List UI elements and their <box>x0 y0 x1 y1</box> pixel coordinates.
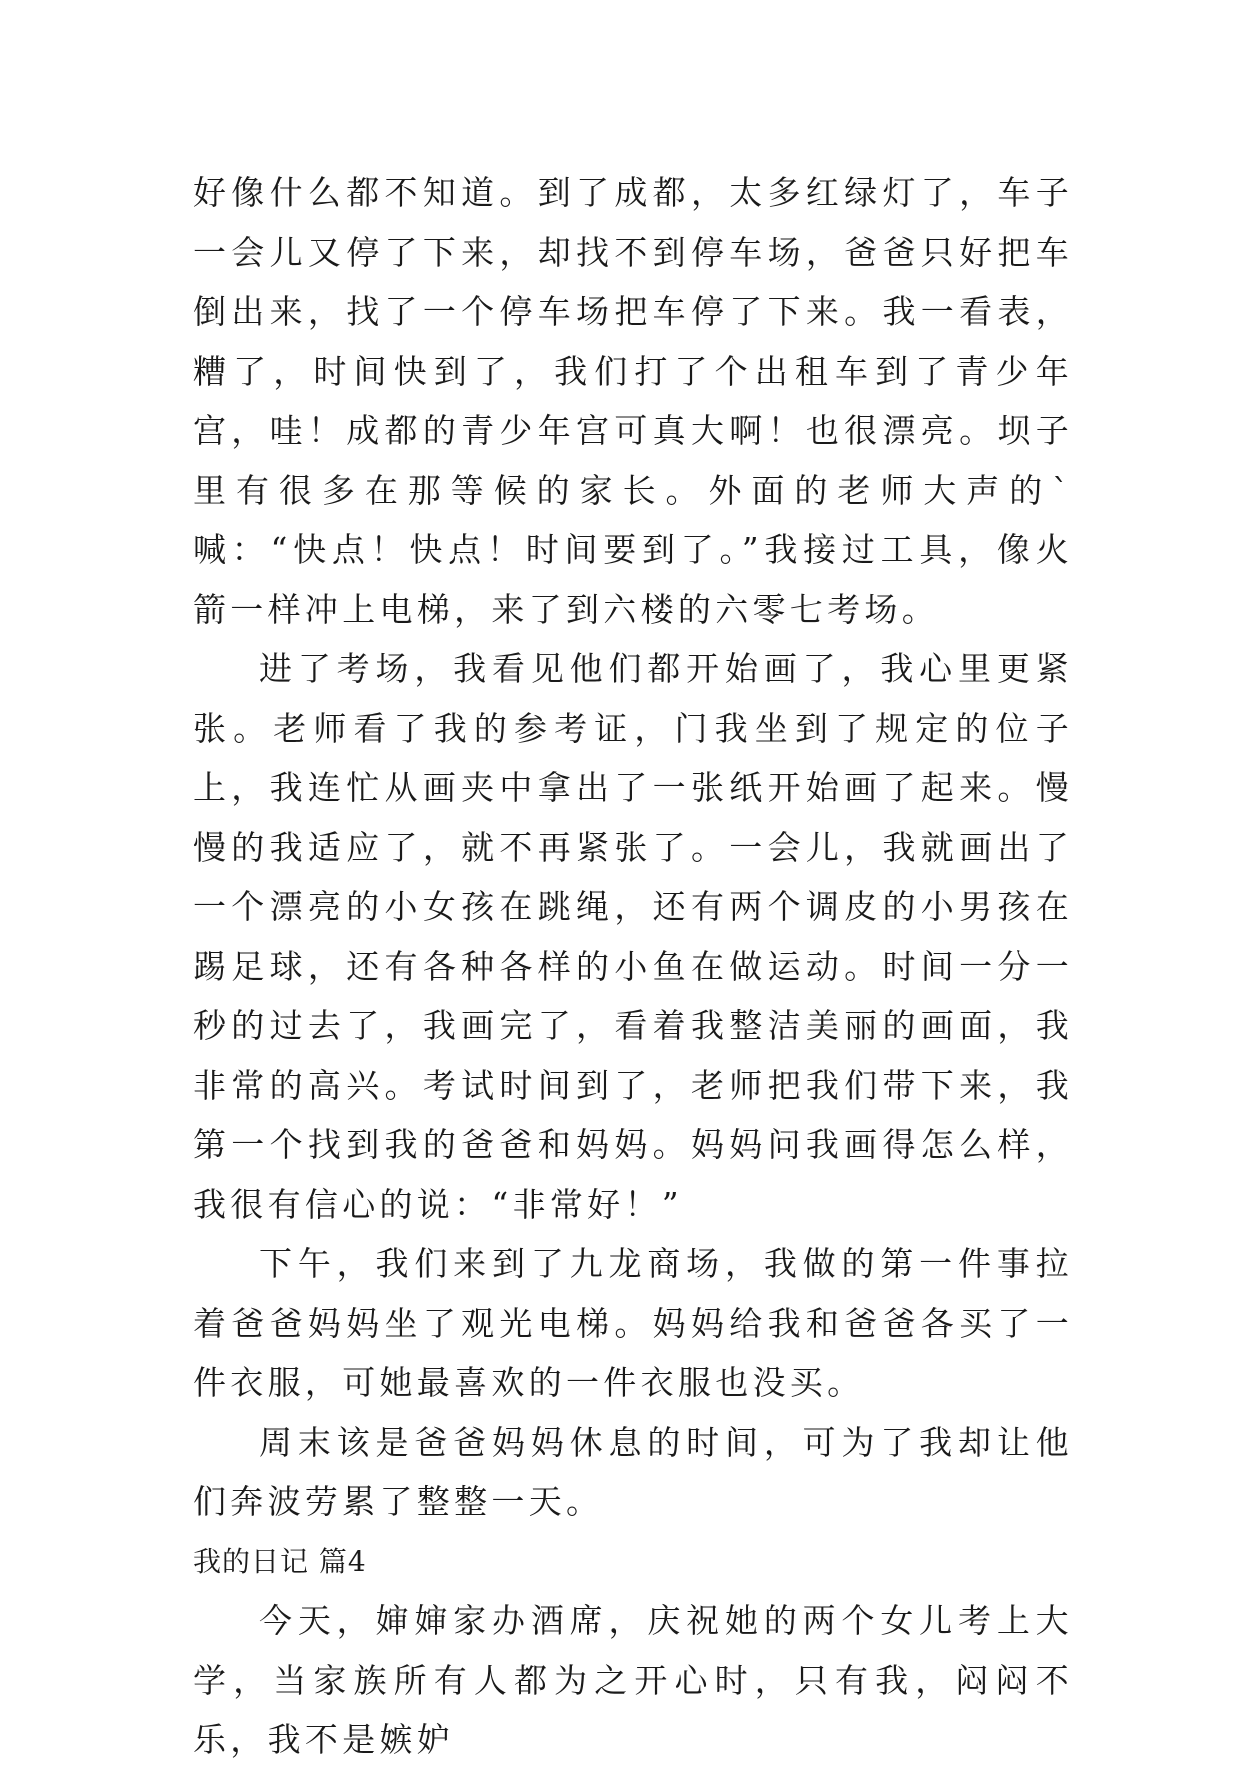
paragraph-2: 进了考场，我看见他们都开始画了，我心里更紧张。老师看了我的参考证，门我坐到了规定的位子上，我连忙从画夹中拿出了一张纸开始画了起来。慢慢的我适应了，就不再紧张了。一会儿，我就画出了一个漂亮的小女孩在跳绳，还有两个调皮的小男孩在踢足球，还有各种各样的小鱼在做运动。时间一分一秒的过去了，我画完了，看着我整洁美丽的画面，我非常的高兴。考试时间到了，老师把我们带下来，我第一个找到我的爸爸和妈妈。妈妈问我画得怎么样，我很有信心的说：“非常好！” <box>193 649 1073 1224</box>
paragraph-4: 周末该是爸爸妈妈休息的时间，可为了我却让他们奔波劳累了整整一天。 <box>193 1422 1073 1521</box>
paragraph-5: 今天，婶婶家办酒席，庆祝她的两个女儿考上大学，当家族所有人都为之开心时，只有我，闷闷不乐，我不是嫉妒 <box>193 1601 1073 1759</box>
paragraph-3: 下午，我们来到了九龙商场，我做的第一件事拉着爸爸妈妈坐了观光电梯。妈妈给我和爸爸各买了一件衣服，可她最喜欢的一件衣服也没买。 <box>193 1244 1073 1402</box>
document-body <box>193 163 1073 1770</box>
section-heading: 我的日记 篇4 <box>193 1544 367 1578</box>
paragraph-1: 好像什么都不知道。到了成都，太多红绿灯了，车子一会儿又停了下来，却找不到停车场，爸爸只好把车倒出来，找了一个停车场把车停了下来。我一看表，糟了，时间快到了，我们打了个出租车到了青少年宫，哇！成都的青少年宫可真大啊！也很漂亮。坝子里有很多在那等候的家长。外面的老师大声的`喊：“快点！快点！时间要到了。”我接过工具，像火箭一样冲上电梯，来了到六楼的六零七考场。 <box>193 173 1073 629</box>
